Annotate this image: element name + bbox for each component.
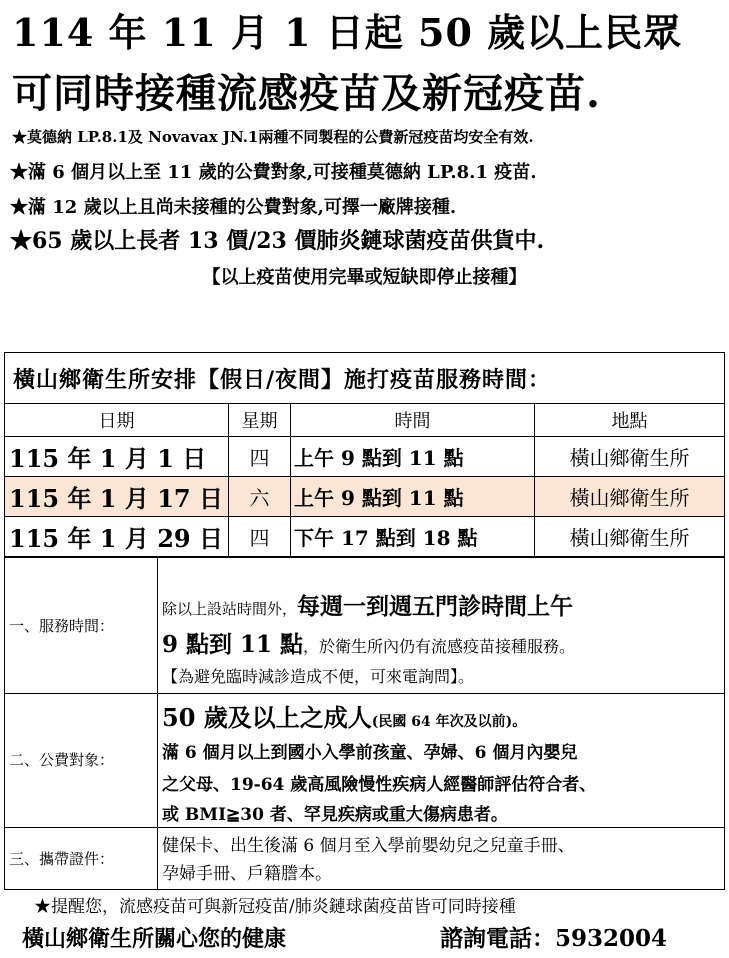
eligible-line2: 滿 6 個月以上到國小入學前孩童、孕婦、6 個月內嬰兒 — [162, 743, 578, 763]
row-date: 115 年 1 月 1 日 — [5, 437, 229, 477]
header-date: 日期 — [5, 404, 229, 437]
eligible-line3: 之父母、19-64 歲高風險慢性疾病人經醫師評估符合者、 — [162, 775, 597, 795]
schedule-title: 橫山鄉衛生所安排【假日/夜間】施打疫苗服務時間： — [5, 353, 725, 404]
documents-label: 三、攜帶證件： — [9, 849, 115, 868]
footer-slogan: 橫山鄉衛生所關心您的健康 — [22, 926, 287, 952]
service-line2-big: 9 點到 11 點 — [162, 631, 304, 658]
schedule-table — [4, 352, 725, 557]
row-date: 115 年 1 月 17 日 — [5, 477, 229, 517]
row-time: 上午 9 點到 11 點 — [291, 477, 535, 517]
row-weekday: 四 — [229, 517, 291, 557]
row-place: 橫山鄉衛生所 — [535, 517, 725, 557]
note-3: ★滿 12 歲以上且尚未接種的公費對象,可擇一廠牌接種. — [10, 197, 457, 218]
documents-line2: 孕婦手冊、戶籍謄本。 — [162, 864, 332, 884]
eligible-small: (民國 64 年次及以前)。 — [371, 714, 527, 730]
footer-phone — [440, 920, 667, 953]
note-1: ★莫德納 LP.8.1及 Novavax JN.1兩種不同製程的公費新冠疫苗均安全有效. — [12, 128, 534, 146]
service-time-section — [4, 557, 725, 694]
table-row-highlighted — [5, 477, 725, 517]
phone-number: 5932004 — [555, 925, 668, 952]
stop-notice: 【以上疫苗使用完畢或短缺即停止接種】 — [202, 267, 527, 288]
header-time: 時間 — [291, 404, 535, 437]
eligible-big: 50 歲及以上之成人 — [162, 703, 372, 732]
documents-label-cell — [5, 827, 158, 889]
service-time-content — [158, 558, 724, 693]
row-weekday: 四 — [229, 437, 291, 477]
headline-line2: 可同時接種流感疫苗及新冠疫苗. — [12, 70, 601, 117]
table-row — [5, 517, 725, 557]
row-place: 橫山鄉衛生所 — [535, 437, 725, 477]
service-time-label: 一、服務時間： — [9, 617, 115, 635]
documents-line1: 健保卡、出生後滿 6 個月至入學前嬰幼兒之兒童手冊、 — [162, 836, 575, 856]
service-line1-small: 除以上設站時間外， — [162, 600, 298, 618]
row-time: 下午 17 點到 18 點 — [291, 517, 535, 557]
phone-label: 諮詢電話： — [440, 925, 555, 952]
reminder: ★提醒您，流感疫苗可與新冠疫苗/肺炎鏈球菌疫苗皆可同時接種 — [34, 897, 516, 917]
service-time-label-cell — [5, 558, 158, 693]
service-line1 — [162, 588, 573, 621]
service-line2 — [162, 626, 575, 659]
service-line2-small: ，於衛生所內仍有流感疫苗接種服務。 — [303, 637, 576, 656]
header-place: 地點 — [535, 404, 725, 437]
eligible-line4: 或 BMI≧30 者、罕見疾病或重大傷病患者。 — [162, 805, 508, 825]
schedule-header-row — [5, 404, 725, 437]
service-line1-big: 每週一到週五門診時間上午 — [297, 593, 574, 620]
row-place: 橫山鄉衛生所 — [535, 477, 725, 517]
eligible-label-cell — [5, 692, 158, 827]
eligible-section — [4, 692, 725, 828]
row-time: 上午 9 點到 11 點 — [291, 437, 535, 477]
header-weekday: 星期 — [229, 404, 291, 437]
table-row — [5, 437, 725, 477]
note-2: ★滿 6 個月以上至 11 歲的公費對象,可接種莫德納 LP.8.1 疫苗. — [10, 162, 537, 183]
row-date: 115 年 1 月 29 日 — [5, 517, 229, 557]
headline-line1: 114 年 11 月 1 日起 50 歲以上民眾 — [12, 10, 683, 55]
eligible-label: 二、公費對象： — [9, 751, 115, 769]
eligible-content — [158, 692, 724, 827]
documents-section — [4, 827, 725, 890]
eligible-line1 — [162, 698, 526, 733]
note-4: ★65 歲以上長者 13 價/23 價肺炎鏈球菌疫苗供貨中. — [10, 228, 545, 254]
service-line3: 【為避免臨時減診造成不便，可來電詢問】。 — [162, 667, 475, 686]
documents-content — [158, 827, 724, 889]
row-weekday: 六 — [229, 477, 291, 517]
